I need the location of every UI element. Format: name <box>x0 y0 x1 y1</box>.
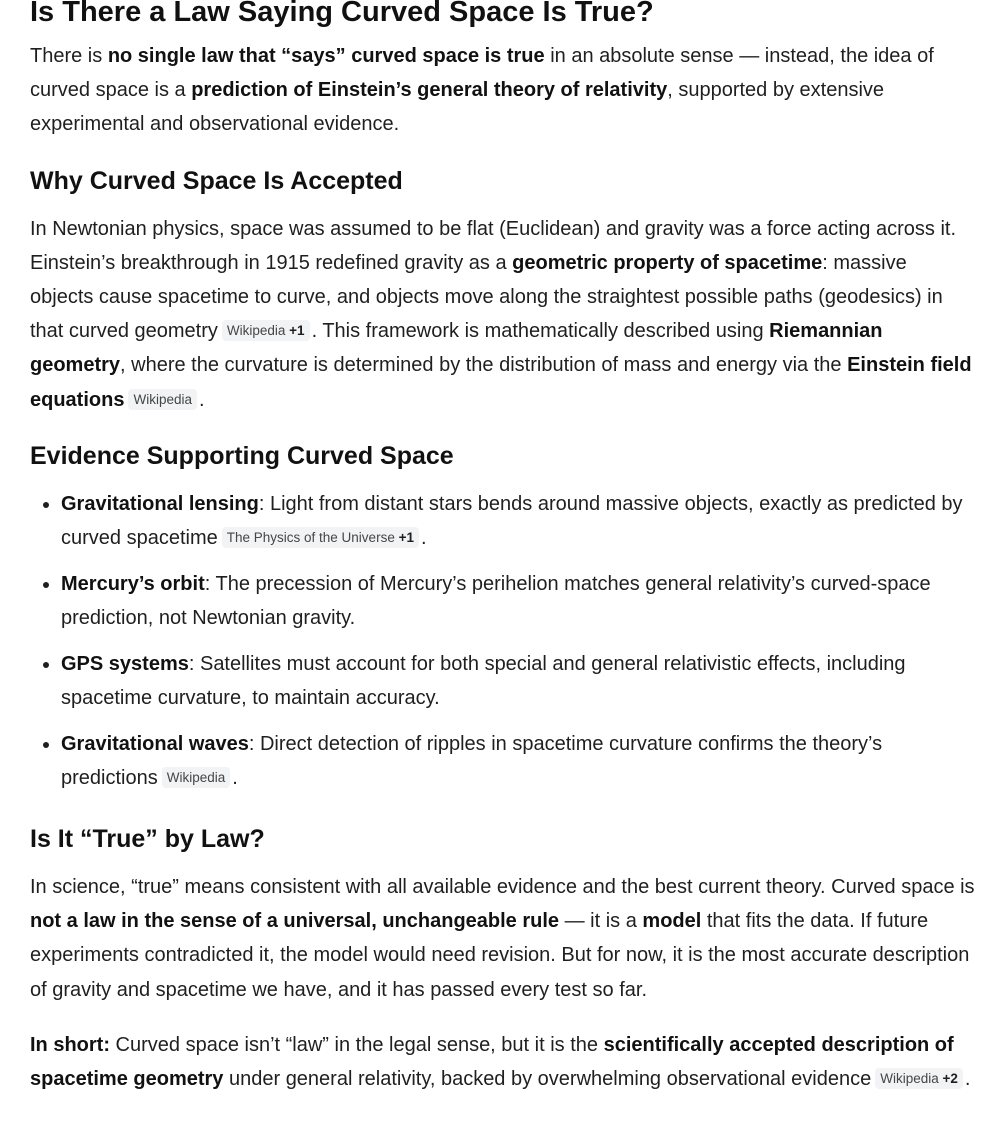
heading-why-curved-space: Why Curved Space Is Accepted <box>30 166 403 195</box>
why-text-1: In Newtonian physics, space was assumed to be flat (Euclidean) and gravity was a force acting across it. Einstein’s breakthrough in 1915 redefined gravity as a <box>30 217 957 274</box>
law-text-2: — it is a <box>559 910 643 933</box>
in-short-paragraph <box>30 1028 975 1096</box>
intro-text-1: There is <box>30 45 108 67</box>
heading-true-by-law: Is It “True” by Law? <box>30 824 265 853</box>
citation-source: Wikipedia <box>133 391 192 407</box>
intro-text-3: , supported by extensive experimental and observational evidence. <box>30 79 885 136</box>
evidence-list <box>30 487 975 795</box>
why-text-5: . <box>198 388 205 411</box>
citation-chip-wikipedia-2[interactable] <box>128 389 197 410</box>
citation-source: Wikipedia <box>880 1070 939 1086</box>
citation-chip-wikipedia-4[interactable] <box>875 1068 963 1089</box>
list-item-text: : Direct detection of ripples in spacetime curvature confirms the theory’s predictions <box>61 732 883 789</box>
page-title: Is There a Law Saying Curved Space Is True? <box>30 0 654 28</box>
list-item-text: : The precession of Mercury’s perihelion matches general relativity’s curved-space prediction, not Newtonian gravity. <box>61 572 931 629</box>
list-item-term: Gravitational waves <box>61 732 249 755</box>
list-item-term: GPS systems <box>61 652 189 675</box>
why-bold-1: geometric property of spacetime <box>512 251 823 274</box>
heading-evidence: Evidence Supporting Curved Space <box>30 441 454 470</box>
intro-bold-2: prediction of Einstein’s general theory of relativity <box>191 79 668 102</box>
list-item-end: . <box>421 527 427 550</box>
citation-source: The Physics of the Universe <box>226 530 395 546</box>
list-item <box>61 487 975 555</box>
short-bold-2: scientifically accepted description of spacetime geometry <box>30 1033 954 1090</box>
intro-bold-1: no single law that “says” curved space is true <box>107 45 545 67</box>
citation-chip-wikipedia[interactable] <box>222 320 310 341</box>
short-text-1: Curved space isn’t “law” in the legal sense, but it is the <box>110 1033 604 1056</box>
citation-source: Wikipedia <box>226 323 286 339</box>
intro-text-2: in an absolute sense — instead, the idea of curved space is a <box>30 45 934 102</box>
law-text-3: that fits the data. If future experiments contradicted it, the model would need revision. But for now, it is the most accurate description of gravity and spacetime we have, and it has passed every test so far. <box>30 910 970 1001</box>
citation-chip-wikipedia-3[interactable] <box>162 767 231 788</box>
citation-more-count: +1 <box>289 323 305 339</box>
list-item-text: : Satellites must account for both special and general relativistic effects, including spacetime curvature, to maintain accuracy. <box>61 652 906 709</box>
in-short-label: In short: <box>30 1033 110 1056</box>
why-text-2: : massive objects cause spacetime to curve, and objects move along the straightest possible paths (geodesics) in that curved geometry <box>30 251 943 343</box>
list-item <box>61 727 975 795</box>
list-item <box>61 647 975 715</box>
list-item-term: Gravitational lensing <box>61 492 259 515</box>
citation-chip-physics-universe[interactable] <box>222 527 419 548</box>
citation-source: Wikipedia <box>166 769 226 785</box>
list-item-end: . <box>232 766 238 789</box>
citation-more-count: +1 <box>398 530 414 546</box>
law-paragraph <box>30 870 975 1007</box>
list-item-text: : Light from distant stars bends around massive objects, exactly as predicted by curved spacetime <box>61 492 963 550</box>
why-paragraph <box>30 212 975 417</box>
law-bold-2: model <box>642 910 702 933</box>
law-text-1: In science, “true” means consistent with all available evidence and the best current theory. Curved space is <box>30 875 975 898</box>
short-text-2: under general relativity, backed by overwhelming observational evidence <box>223 1067 872 1090</box>
answer-document <box>30 0 975 1096</box>
intro-paragraph <box>30 39 975 142</box>
why-text-4: , where the curvature is determined by the distribution of mass and energy via the <box>120 354 848 377</box>
why-bold-2: Riemannian geometry <box>30 320 883 377</box>
list-item <box>61 567 975 635</box>
why-bold-3: Einstein field equations <box>30 354 972 411</box>
list-item-term: Mercury’s orbit <box>61 572 205 595</box>
law-bold-1: not a law in the sense of a universal, unchangeable rule <box>30 910 560 933</box>
short-end: . <box>964 1067 971 1090</box>
citation-more-count: +2 <box>942 1070 958 1086</box>
why-text-3: . This framework is mathematically described using <box>311 320 770 343</box>
